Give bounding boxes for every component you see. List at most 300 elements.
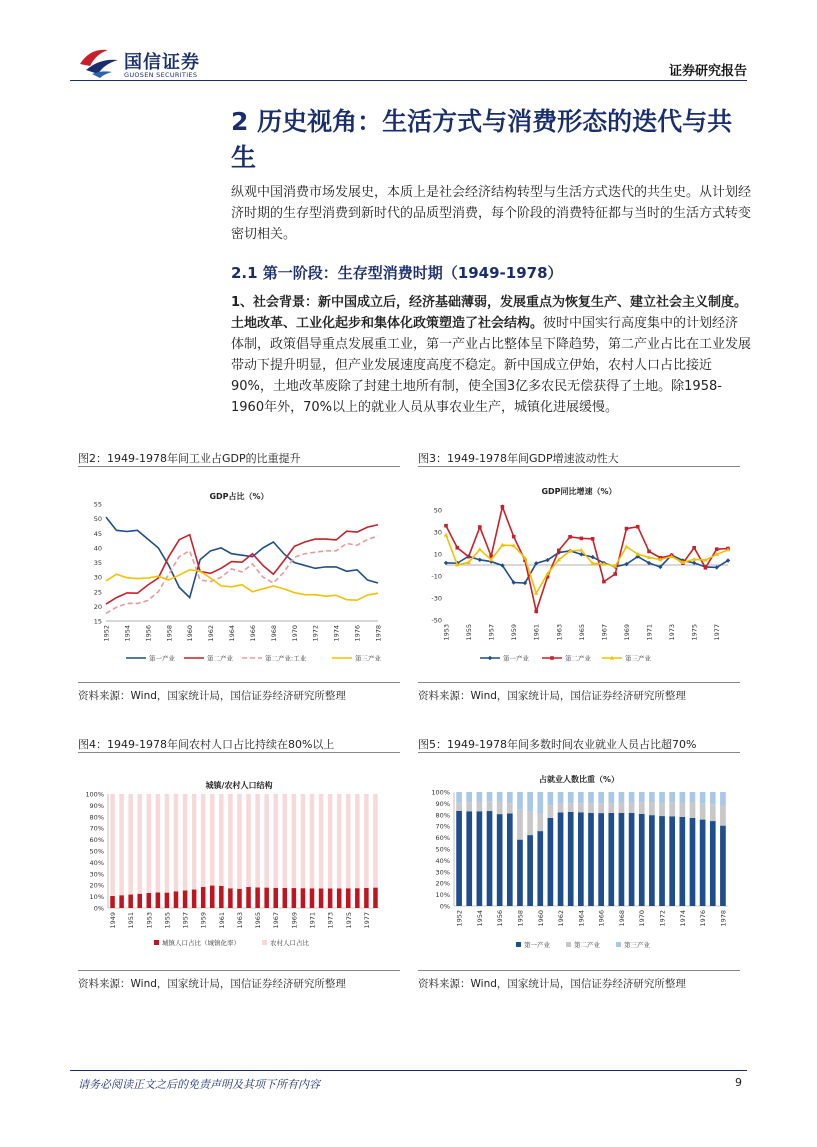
x-tick-label: 1961 (532, 624, 541, 641)
y-tick-label: 0% (439, 902, 450, 911)
y-tick-label: -30 (431, 594, 442, 603)
y-tick-label: 30 (93, 573, 102, 582)
bar-segment-1 (128, 895, 133, 908)
bar-segment-2 (629, 803, 635, 813)
bar-segment-3 (517, 792, 523, 809)
fig5-title: 图5：1949-1978年间多数时间农业就业人员占比超70% (418, 738, 697, 751)
header-divider (70, 80, 747, 81)
x-tick-label: 1967 (272, 912, 281, 929)
x-tick-label: 1961 (217, 912, 226, 929)
y-tick-label: 45 (93, 529, 102, 538)
footer-divider (70, 1070, 747, 1071)
subsection-title: 2.1 第一阶段：生存型消费时期（1949-1978） (231, 264, 563, 282)
bar-segment-2 (690, 803, 696, 818)
bar-segment-2 (192, 794, 197, 890)
bar-segment-2 (228, 794, 233, 888)
bar-segment-2 (608, 803, 614, 813)
x-tick-label: 1966 (248, 625, 257, 642)
background-paragraph (231, 292, 751, 418)
bar-segment-1 (456, 811, 462, 906)
bar-segment-3 (466, 792, 472, 802)
bar-segment-1 (328, 888, 333, 908)
series-line-3 (446, 535, 728, 593)
y-tick-label: 40 (93, 544, 102, 553)
x-tick-label: 1971 (308, 912, 317, 929)
bar-segment-3 (558, 792, 564, 803)
x-tick-label: 1955 (163, 912, 172, 929)
x-tick-label: 1959 (199, 912, 208, 929)
bar-segment-3 (578, 792, 584, 803)
fig5-source-rule (418, 970, 740, 971)
bar-segment-1 (629, 813, 635, 906)
bar-segment-1 (497, 814, 503, 906)
chart4-title: 占就业人数比重（%） (538, 775, 620, 784)
bar-segment-1 (219, 886, 224, 908)
bar-segment-1 (517, 840, 523, 906)
fig4-source: 资料来源：Wind，国家统计局，国信证券经济研究所整理 (78, 978, 346, 990)
x-tick-label: 1968 (269, 625, 278, 642)
data-point (467, 555, 471, 559)
bar-segment-2 (119, 794, 124, 895)
bar-segment-1 (710, 821, 716, 906)
bar-segment-1 (264, 888, 269, 908)
bar-segment-1 (156, 892, 161, 908)
bar-segment-3 (497, 792, 503, 802)
employment-chart (418, 756, 740, 966)
y-tick-label: 50% (435, 845, 450, 854)
bar-segment-2 (548, 805, 554, 818)
x-tick-label: 1965 (577, 624, 586, 641)
background-bold: 1、社会背景：新中国成立后，经济基础薄弱，发展重点为恢复生产、建立社会主义制度。土地改革、工业化起步和集体化政策塑造了社会结构。 (231, 295, 748, 331)
fig4-title: 图4：1949-1978年间农村人口占比持续在80%以上 (78, 738, 335, 751)
x-tick-label: 1952 (102, 625, 111, 642)
bar-segment-2 (456, 802, 462, 810)
y-tick-label: -50 (431, 616, 442, 625)
bar-segment-1 (110, 896, 115, 908)
logo-text-en: GUOSEN SECURITIES (124, 71, 198, 79)
bar-segment-2 (137, 794, 142, 894)
bar-segment-2 (301, 794, 306, 888)
bar-segment-3 (700, 792, 706, 803)
y-tick-label: 30 (433, 528, 442, 537)
x-tick-label: 1964 (228, 625, 237, 642)
y-tick-label: 10% (435, 891, 450, 900)
x-tick-label: 1969 (622, 624, 631, 641)
x-tick-label: 1964 (577, 910, 586, 927)
x-tick-label: 1975 (690, 624, 699, 641)
x-tick-label: 1957 (181, 912, 190, 929)
bar-segment-2 (639, 802, 645, 814)
bar-segment-1 (659, 816, 665, 906)
fig2-source-rule (78, 682, 400, 683)
bar-segment-1 (558, 812, 564, 906)
data-point (512, 535, 516, 539)
x-tick-label: 1975 (344, 912, 353, 929)
bar-segment-3 (456, 792, 462, 802)
page-number: 9 (735, 1076, 742, 1089)
y-tick-label: 10% (89, 893, 104, 902)
bar-segment-3 (720, 792, 726, 806)
y-tick-label: 40% (435, 856, 450, 865)
x-tick-label: 1973 (668, 624, 677, 641)
series-line-2 (106, 525, 378, 604)
data-point (624, 544, 628, 548)
logo (78, 44, 200, 82)
bar-segment-2 (165, 794, 170, 893)
y-tick-label: 20% (435, 879, 450, 888)
bar-segment-1 (237, 889, 242, 908)
y-tick-label: 90% (435, 799, 450, 808)
legend-label: 第一产业 (524, 941, 550, 949)
data-point (580, 537, 584, 541)
legend-label: 农村人口占比 (270, 939, 309, 947)
legend-label: 第二产业:工业 (265, 654, 307, 663)
data-point (591, 537, 595, 541)
bar-segment-2 (328, 794, 333, 888)
x-tick-label: 1977 (362, 912, 371, 929)
data-point (647, 550, 651, 554)
data-point (444, 533, 448, 537)
y-tick-label: 15 (93, 617, 102, 626)
bar-segment-1 (690, 818, 696, 906)
x-tick-label: 1963 (235, 912, 244, 929)
bar-segment-2 (292, 794, 297, 888)
bar-segment-2 (558, 803, 564, 812)
x-tick-label: 1962 (557, 910, 566, 927)
bar-segment-2 (174, 794, 179, 891)
x-tick-label: 1953 (145, 912, 154, 929)
bar-segment-2 (319, 794, 324, 889)
bar-segment-1 (548, 818, 554, 906)
data-point (613, 572, 617, 576)
legend-label: 第二产业 (565, 654, 591, 663)
x-tick-label: 1974 (332, 625, 341, 642)
bar-segment-1 (292, 888, 297, 908)
section-title: 2 历史视角：生活方式与消费形态的迭代与共生 (231, 107, 733, 172)
x-tick-label: 1952 (455, 910, 464, 927)
bar-segment-1 (608, 813, 614, 906)
bar-segment-1 (598, 813, 604, 906)
data-point (444, 561, 448, 565)
data-point (455, 546, 459, 550)
bar-segment-2 (578, 803, 584, 812)
x-tick-label: 1976 (353, 625, 362, 642)
bar-segment-1 (310, 888, 315, 908)
bar-segment-3 (629, 792, 635, 803)
chart1-title: GDP占比（%） (209, 492, 269, 501)
bar-segment-2 (310, 794, 315, 888)
x-tick-label: 1968 (617, 910, 626, 927)
x-tick-label: 1959 (510, 624, 519, 641)
x-tick-label: 1960 (186, 625, 195, 642)
x-tick-label: 1967 (600, 624, 609, 641)
bar-segment-1 (588, 813, 594, 906)
bar-segment-1 (639, 814, 645, 906)
background-text: 彼时中国实行高度集中的计划经济体制，政策倡导重点发展重工业，第一产业占比整体呈下降趋势，第二产业占比在工业发展带动下提升明显，但产业发展速度高度不稳定。新中国成立伊始，农村人口占比接近90%，土地改革废除了封建土地所有制，使全国3亿多农民无偿获得了土地。除1958-1960年外，70%以上的就业人员从事农业生产，城镇化进展缓慢。 (231, 316, 752, 415)
y-tick-label: 80% (435, 811, 450, 820)
bar-segment-1 (568, 812, 574, 906)
y-tick-label: 70% (89, 824, 104, 833)
data-point (602, 580, 606, 584)
bar-segment-2 (156, 794, 161, 892)
bar-segment-1 (346, 888, 351, 908)
x-tick-label: 1951 (127, 912, 136, 929)
bar-segment-2 (201, 794, 206, 887)
data-point (478, 547, 482, 551)
logo-icon (78, 44, 120, 78)
bar-segment-1 (364, 888, 369, 908)
bar-segment-2 (128, 794, 133, 895)
bar-segment-2 (283, 794, 288, 888)
bar-segment-1 (373, 888, 378, 908)
x-tick-label: 1978 (719, 910, 728, 927)
x-tick-label: 1974 (678, 910, 687, 927)
bar-segment-3 (598, 792, 604, 803)
y-tick-label: 50 (433, 506, 442, 515)
chart3-title: 城镇/农村人口结构 (205, 781, 273, 790)
x-tick-label: 1954 (123, 625, 132, 642)
data-point (478, 558, 482, 562)
bar-segment-2 (710, 804, 716, 821)
bar-segment-1 (720, 826, 726, 906)
bar-segment-2 (720, 806, 726, 826)
urban-rural-chart (78, 756, 400, 966)
data-point (501, 505, 505, 509)
fig2-title: 图2：1949-1978年间工业占GDP的比重提升 (78, 452, 301, 465)
data-point (625, 527, 629, 531)
bar-segment-2 (568, 803, 574, 812)
bar-segment-2 (183, 794, 188, 890)
x-tick-label: 1962 (207, 625, 216, 642)
data-point (568, 535, 572, 539)
bar-segment-1 (477, 811, 483, 906)
y-tick-label: 35 (93, 559, 102, 567)
bar-segment-2 (669, 802, 675, 816)
gdp-share-chart (78, 470, 400, 676)
bar-segment-1 (355, 888, 360, 908)
chart2-title: GDP同比增速（%） (541, 487, 617, 496)
y-tick-label: 50 (93, 515, 102, 524)
bar-segment-3 (669, 792, 675, 802)
y-tick-label: 80% (89, 813, 104, 822)
bar-segment-1 (537, 831, 543, 906)
legend-swatch (616, 942, 621, 947)
y-tick-label: 100% (85, 790, 104, 799)
x-tick-label: 1958 (165, 625, 174, 642)
x-tick-label: 1965 (254, 912, 263, 929)
y-tick-label: 90% (89, 801, 104, 810)
bar-segment-2 (255, 794, 260, 887)
bar-segment-2 (679, 802, 685, 816)
bar-segment-3 (477, 792, 483, 801)
bar-segment-3 (537, 792, 543, 813)
bar-segment-3 (659, 792, 665, 802)
bar-segment-2 (219, 794, 224, 886)
legend-marker (550, 656, 554, 660)
data-point (636, 525, 640, 529)
fig5-title-rule (418, 752, 740, 753)
fig4-title-rule (78, 752, 400, 753)
series-line-2 (446, 507, 728, 612)
data-point (692, 561, 696, 565)
y-tick-label: 20% (89, 881, 104, 890)
bar-segment-2 (246, 794, 251, 887)
bar-segment-1 (578, 812, 584, 906)
legend-label: 第二产业 (207, 654, 233, 663)
fig2-source: 资料来源：Wind，国家统计局，国信证券经济研究所整理 (78, 690, 346, 702)
bar-segment-2 (373, 794, 378, 888)
bar-segment-2 (466, 802, 472, 811)
legend-label: 第三产业 (355, 654, 381, 663)
bar-segment-1 (246, 887, 251, 908)
bar-segment-3 (507, 792, 513, 803)
data-point (534, 610, 538, 614)
bar-segment-3 (568, 792, 574, 803)
y-tick-label: 50% (89, 847, 104, 856)
bar-segment-2 (598, 803, 604, 813)
data-point (478, 525, 482, 529)
x-tick-label: 1963 (555, 624, 564, 641)
bar-segment-2 (487, 801, 493, 811)
bar-segment-2 (264, 794, 269, 888)
bar-segment-1 (119, 895, 124, 908)
bar-segment-1 (700, 820, 706, 906)
x-tick-label: 1972 (658, 910, 667, 927)
x-tick-label: 1949 (109, 912, 118, 929)
bar-segment-2 (537, 813, 543, 831)
fig3-source-rule (418, 682, 740, 683)
data-point (444, 524, 448, 528)
y-tick-label: 20 (93, 602, 102, 611)
y-tick-label: 25 (93, 588, 102, 597)
x-tick-label: 1955 (465, 624, 474, 641)
bar-segment-1 (255, 887, 260, 908)
bar-segment-2 (649, 802, 655, 815)
y-tick-label: 70% (435, 822, 450, 831)
bar-segment-3 (588, 792, 594, 803)
bar-segment-3 (527, 792, 533, 812)
bar-segment-1 (649, 815, 655, 906)
fig2-title-rule (78, 466, 400, 467)
report-type: 证券研究报告 (668, 64, 747, 79)
fig3-source: 资料来源：Wind，国家统计局，国信证券经济研究所整理 (418, 690, 686, 702)
bar-segment-2 (273, 794, 278, 888)
bar-segment-1 (201, 887, 206, 908)
bar-segment-2 (700, 803, 706, 819)
y-tick-label: 100% (431, 788, 450, 797)
data-point (715, 547, 719, 551)
x-tick-label: 1956 (144, 625, 153, 642)
bar-segment-2 (364, 794, 369, 888)
legend-swatch (566, 942, 571, 947)
bar-segment-2 (659, 802, 665, 816)
x-tick-label: 1953 (442, 624, 451, 641)
bar-segment-2 (237, 794, 242, 889)
fig5-source: 资料来源：Wind，国家统计局，国信证券经济研究所整理 (418, 978, 686, 990)
x-tick-label: 1966 (597, 910, 606, 927)
bar-segment-2 (337, 794, 342, 888)
legend-swatch (516, 942, 521, 947)
bar-segment-2 (355, 794, 360, 888)
legend-swatch (154, 940, 159, 945)
bar-segment-1 (228, 888, 233, 908)
bar-segment-1 (174, 891, 179, 908)
x-tick-label: 1978 (374, 625, 383, 642)
bar-segment-1 (210, 886, 215, 908)
x-tick-label: 1970 (638, 910, 647, 927)
bar-segment-3 (710, 792, 716, 804)
x-tick-label: 1977 (713, 624, 722, 641)
bar-segment-1 (273, 888, 278, 908)
x-tick-label: 1969 (290, 912, 299, 929)
bar-segment-2 (517, 809, 523, 839)
x-tick-label: 1976 (699, 910, 708, 927)
bar-segment-2 (527, 812, 533, 835)
x-tick-label: 1973 (326, 912, 335, 929)
bar-segment-3 (639, 792, 645, 802)
bar-segment-1 (337, 888, 342, 908)
bar-segment-2 (497, 802, 503, 814)
bar-segment-1 (165, 893, 170, 908)
bar-segment-2 (110, 794, 115, 896)
y-tick-label: 0% (93, 904, 104, 913)
bar-segment-1 (147, 893, 152, 908)
bar-segment-1 (487, 811, 493, 906)
data-point (704, 566, 708, 570)
legend-label: 城镇人口占比（城镇化率） (162, 939, 240, 947)
legend-label: 第一产业 (503, 654, 529, 663)
bar-segment-1 (507, 813, 513, 906)
fig3-title-rule (418, 466, 740, 467)
y-tick-label: -10 (431, 572, 442, 581)
bar-segment-1 (679, 817, 685, 906)
bar-segment-2 (147, 794, 152, 893)
bar-segment-1 (301, 888, 306, 908)
legend-label: 第一产业 (149, 654, 175, 663)
bar-segment-2 (588, 803, 594, 813)
bar-segment-3 (548, 792, 554, 805)
legend-marker (488, 656, 492, 660)
y-tick-label: 60% (89, 836, 104, 845)
fig3-title: 图3：1949-1978年间GDP增速波动性大 (418, 452, 619, 465)
x-tick-label: 1970 (290, 625, 299, 642)
disclaimer-link[interactable]: 请务必阅读正文之后的免责声明及其项下所有内容 (78, 1078, 320, 1091)
bar-segment-1 (466, 811, 472, 906)
x-tick-label: 1958 (516, 910, 525, 927)
bar-segment-3 (690, 792, 696, 803)
bar-segment-3 (679, 792, 685, 802)
y-tick-label: 60% (435, 834, 450, 843)
x-tick-label: 1972 (311, 625, 320, 642)
bar-segment-1 (183, 890, 188, 908)
legend-swatch (262, 940, 267, 945)
x-tick-label: 1956 (496, 910, 505, 927)
x-tick-label: 1960 (536, 910, 545, 927)
bar-segment-1 (319, 889, 324, 908)
data-point (557, 549, 561, 553)
x-tick-label: 1954 (475, 910, 484, 927)
bar-segment-2 (210, 794, 215, 886)
bar-segment-2 (346, 794, 351, 888)
fig4-source-rule (78, 970, 400, 971)
legend-label: 第三产业 (625, 654, 651, 663)
x-tick-label: 1957 (487, 624, 496, 641)
bar-segment-1 (619, 813, 625, 906)
y-tick-label: 55 (93, 500, 102, 509)
y-tick-label: 30% (89, 870, 104, 879)
bar-segment-3 (487, 792, 493, 801)
gdp-growth-chart (418, 470, 740, 676)
